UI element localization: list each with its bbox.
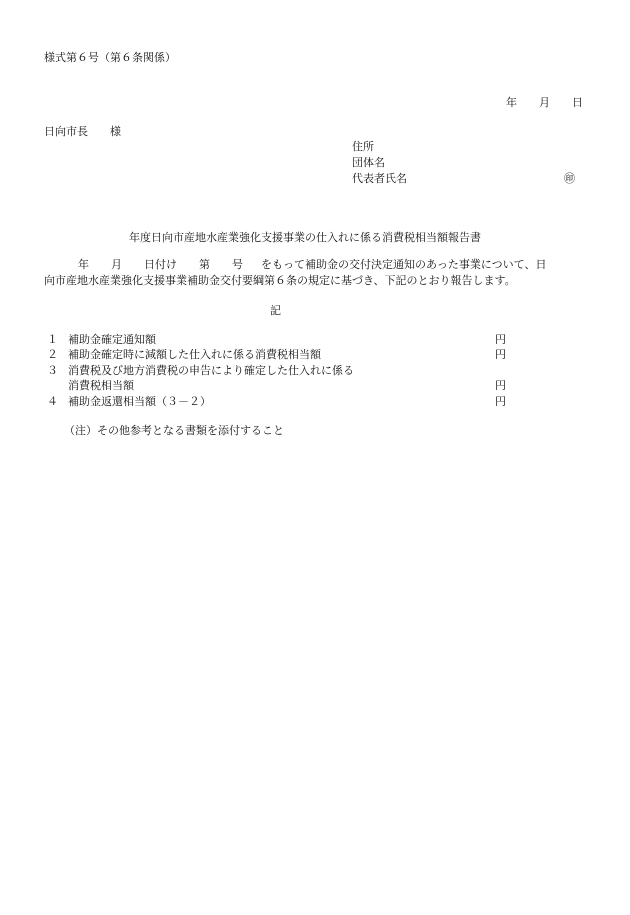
item-number: １ — [47, 333, 58, 346]
item-text: 消費税及び地方消費税の申告により確定した仕入れに係る — [68, 364, 354, 377]
organization-label: 団体名 — [352, 156, 385, 169]
representative-label: 代表者氏名 — [352, 172, 407, 185]
item-unit: 円 — [495, 348, 506, 361]
body-dated: 日付け — [144, 258, 177, 271]
body-no-prefix: 第 — [199, 258, 210, 271]
body-no-suffix: 号 — [232, 258, 243, 271]
address-label: 住所 — [352, 140, 374, 153]
item-text-continued: 消費税相当額 — [68, 379, 134, 392]
body-month: 月 — [111, 258, 122, 271]
item-text: 補助金確定通知額 — [68, 333, 156, 346]
item-unit: 円 — [495, 333, 506, 346]
note: （注）その他参考となる書類を添付すること — [64, 424, 284, 437]
document-title: 年度日向市産地水産業強化支援事業の仕入れに係る消費税相当額報告書 — [129, 231, 481, 244]
item-number: ４ — [47, 395, 58, 408]
date-day: 日 — [572, 96, 583, 109]
item-number: ２ — [47, 348, 58, 361]
addressee-honorific: 様 — [110, 125, 121, 138]
item-unit: 円 — [495, 379, 506, 392]
seal-mark: ㊞ — [564, 172, 575, 185]
item-number: ３ — [47, 364, 58, 377]
date-month: 月 — [539, 96, 550, 109]
addressee — [44, 126, 121, 137]
body-line1-rest: をもって補助金の交付決定通知のあった事業について、日 — [261, 258, 547, 271]
item-text: 補助金返還相当額（３－２） — [68, 395, 211, 408]
ki-heading: 記 — [270, 304, 281, 317]
form-number: 様式第６号（第６条関係） — [44, 51, 176, 64]
item-text: 補助金確定時に減額した仕入れに係る消費税相当額 — [68, 348, 321, 361]
body-line-1 — [78, 259, 546, 270]
date-year: 年 — [506, 96, 517, 109]
addressee-name: 日向市長 — [44, 125, 88, 138]
body-year: 年 — [78, 258, 89, 271]
item-unit: 円 — [495, 395, 506, 408]
date-line — [506, 97, 583, 108]
body-line-2: 向市産地水産業強化支援事業補助金交付要綱第６条の規定に基づき、下記のとおり報告します。 — [44, 274, 516, 287]
